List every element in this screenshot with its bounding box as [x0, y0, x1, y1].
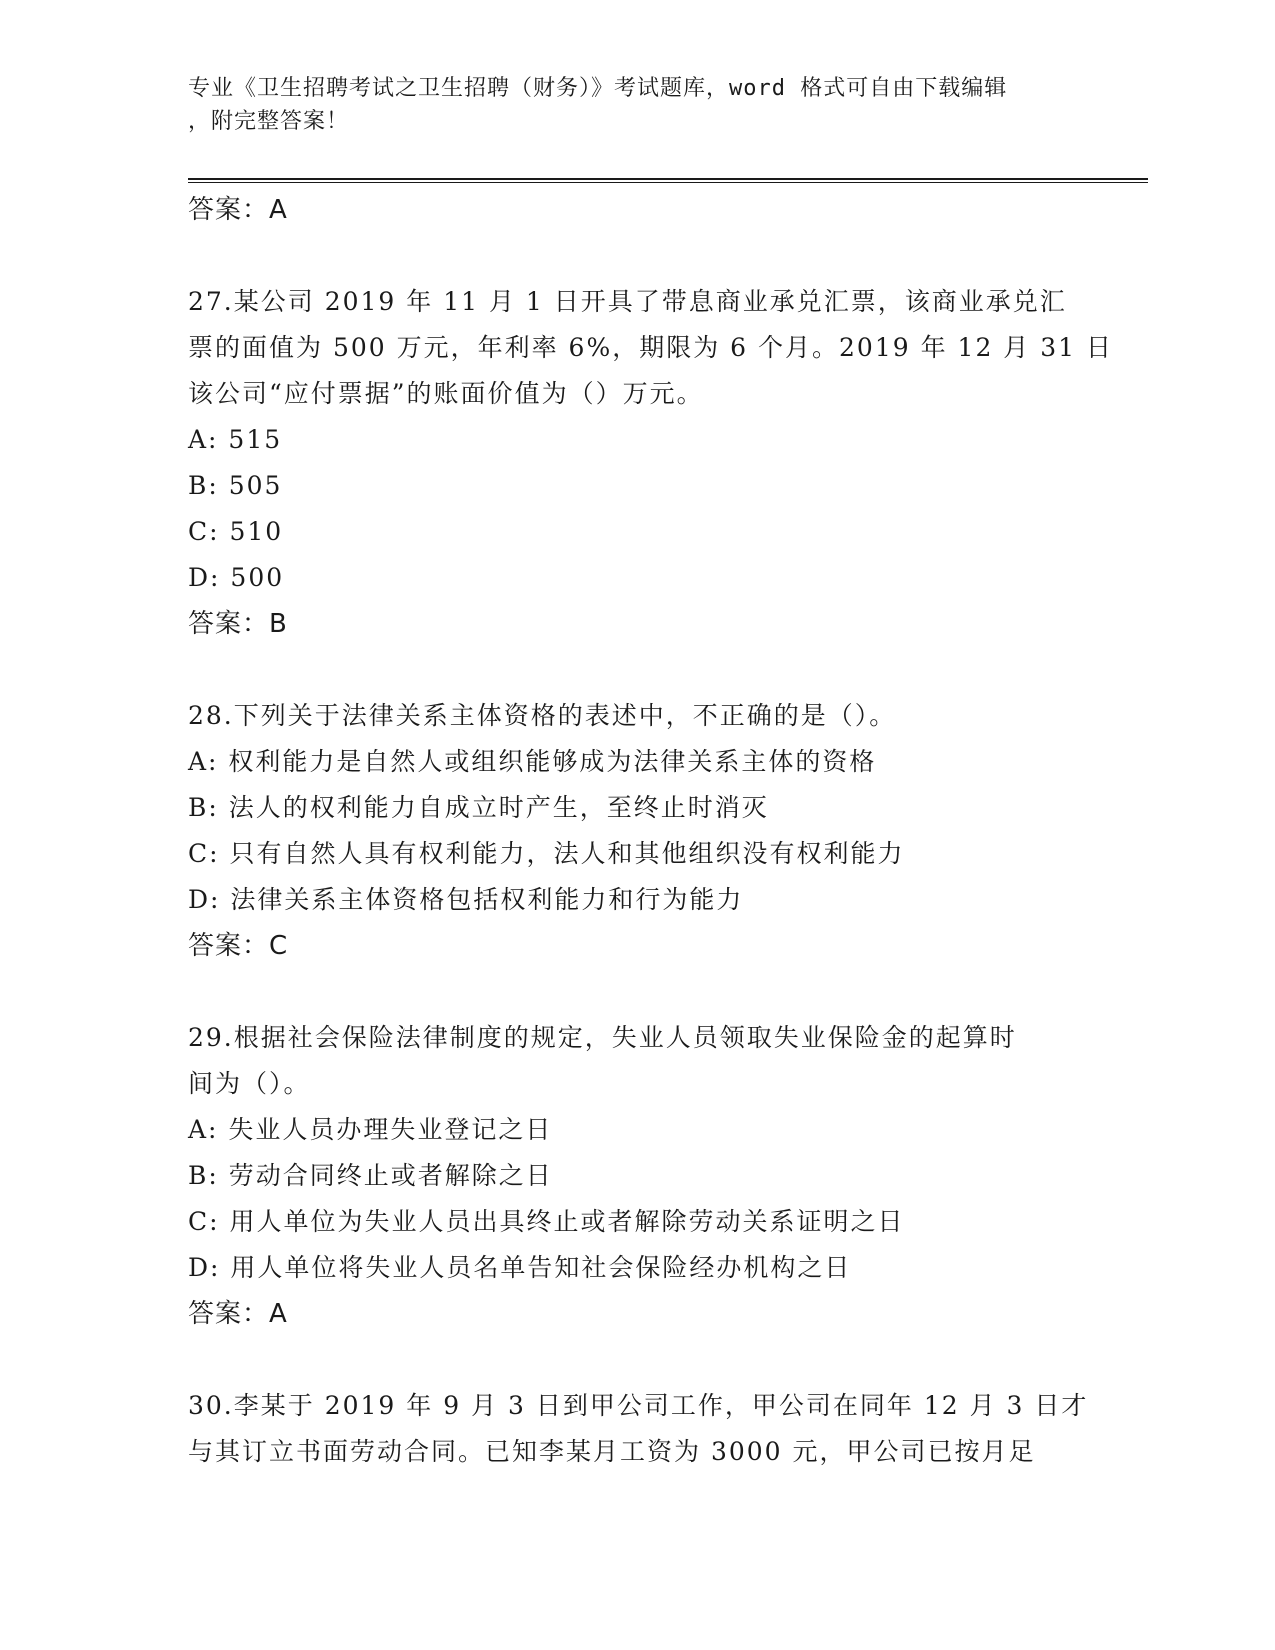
- question-text-line: 该公司“应付票据”的账面价值为（）万元。: [188, 379, 704, 408]
- option-d: D: 法律关系主体资格包括权利能力和行为能力: [188, 885, 744, 914]
- option-c: C: 只有自然人具有权利能力，法人和其他组织没有权利能力: [188, 839, 905, 868]
- option-b: B: 劳动合同终止或者解除之日: [188, 1161, 553, 1190]
- answer-line: 答案：A: [188, 195, 288, 225]
- option-d: D: 用人单位将失业人员名单告知社会保险经办机构之日: [188, 1253, 852, 1282]
- spacer: [188, 1337, 1088, 1383]
- option-b: B: 法人的权利能力自成立时产生，至终止时消灭: [188, 793, 769, 822]
- page-header: [188, 72, 1088, 138]
- spacer: [188, 969, 1088, 1015]
- question-block: [188, 1383, 1088, 1475]
- question-text-line: 29.根据社会保险法律制度的规定，失业人员领取失业保险金的起算时: [188, 1023, 1017, 1052]
- option-d: D: 500: [188, 563, 285, 592]
- header-line-2: ，附完整答案！: [188, 109, 350, 134]
- answer-line: 答案：B: [188, 609, 288, 639]
- spacer: [188, 647, 1088, 693]
- option-a: A: 失业人员办理失业登记之日: [188, 1115, 553, 1144]
- question-text-line: 票的面值为 500 万元，年利率 6%，期限为 6 个月。2019 年 12 月 31 日: [188, 333, 1113, 362]
- question-text-line: 28.下列关于法律关系主体资格的表述中，不正确的是（）。: [188, 701, 897, 730]
- option-c: C: 用人单位为失业人员出具终止或者解除劳动关系证明之日: [188, 1207, 905, 1236]
- header-line-1: 专业《卫生招聘考试之卫生招聘（财务）》考试题库，word 格式可自由下载编辑: [188, 76, 1008, 101]
- question-list: [188, 187, 1113, 1475]
- option-a: A: 515: [188, 425, 283, 454]
- question-block: [188, 693, 1088, 969]
- answer-line: 答案：A: [188, 1299, 288, 1329]
- header-divider: [188, 178, 1148, 183]
- question-block: [188, 1015, 1088, 1337]
- question-text-line: 30.李某于 2019 年 9 月 3 日到甲公司工作，甲公司在同年 12 月 3 日才: [188, 1391, 1089, 1420]
- question-text-line: 27.某公司 2019 年 11 月 1 日开具了带息商业承兑汇票，该商业承兑汇: [188, 287, 1067, 316]
- question-text-line: 间为（）。: [188, 1069, 311, 1098]
- answer-line: 答案：C: [188, 931, 289, 961]
- question-block: [188, 279, 1113, 647]
- option-c: C: 510: [188, 517, 284, 546]
- option-a: A: 权利能力是自然人或组织能够成为法律关系主体的资格: [188, 747, 877, 776]
- spacer: [188, 233, 1088, 279]
- question-text-line: 与其订立书面劳动合同。已知李某月工资为 3000 元，甲公司已按月足: [188, 1437, 1036, 1466]
- option-b: B: 505: [188, 471, 283, 500]
